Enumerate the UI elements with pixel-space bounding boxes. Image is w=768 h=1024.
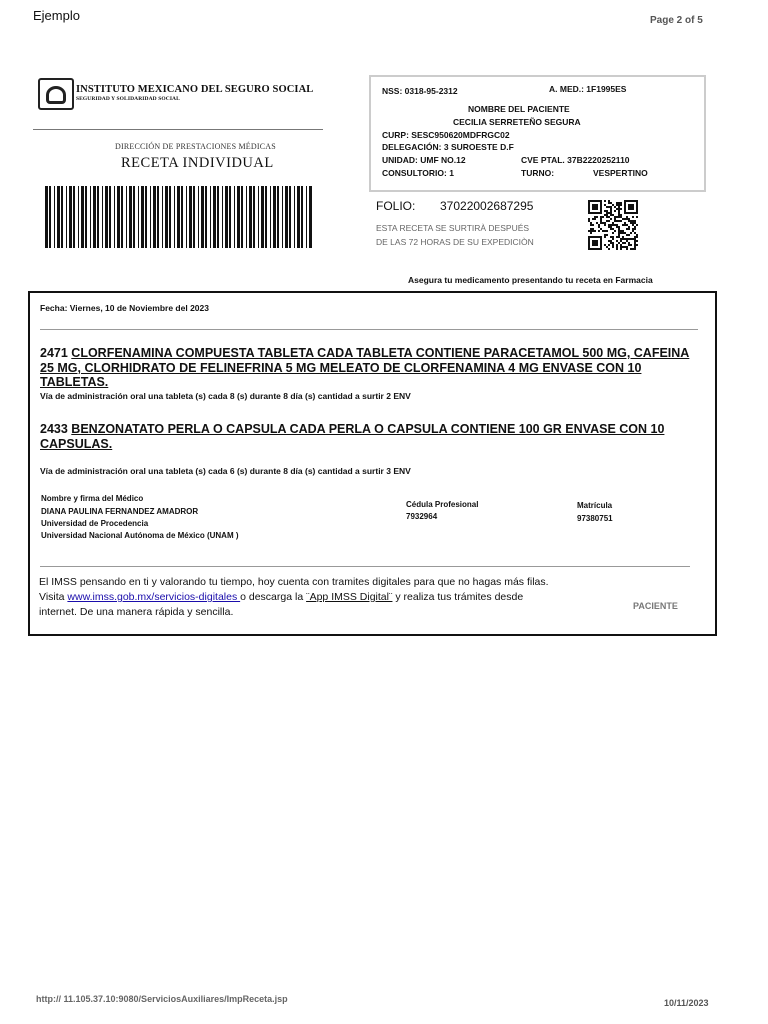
administration-route: Vía de administración oral una tableta (s) cada 6 (s) durante 8 día (s) cantidad a surtir 3 ENV (40, 466, 411, 476)
adscripcion-medica: A. MED.: 1F1995ES (549, 84, 627, 94)
print-date: 10/11/2023 (664, 998, 709, 1008)
patient-info-box (369, 75, 706, 192)
institution-name: INSTITUTO MEXICANO DEL SEGURO SOCIAL (76, 84, 314, 95)
left-border-accent (28, 468, 30, 548)
medication-item (40, 422, 705, 451)
consultorio: CONSULTORIO: 1 (382, 168, 454, 178)
ejemplo-label: Ejemplo (33, 8, 80, 23)
surtira-note-line1: ESTA RECETA SE SURTIRÀ DESPUÉS (376, 223, 530, 233)
prescription-date: Fecha: Viernes, 10 de Noviembre del 2023 (40, 303, 209, 313)
nss: NSS: 0318-95-2312 (382, 86, 458, 96)
patient-name: CECILIA SERRETEÑO SEGURA (453, 117, 581, 127)
folio-number: 37022002687295 (440, 199, 534, 213)
medication-desc: CAPSULAS. (40, 436, 113, 451)
app-imss-digital-link[interactable]: ¨App IMSS Digital¨ (306, 591, 393, 603)
unidad: UNIDAD: UMF NO.12 (382, 155, 466, 165)
asegura-notice: Asegura tu medicamento presentando tu receta en Farmacia (408, 275, 653, 285)
digital-services-note: internet. De una manera rápida y sencilla. (39, 606, 234, 618)
turno: VESPERTINO (593, 168, 648, 178)
university-label: Universidad de Procedencia (41, 519, 149, 528)
folio-label: FOLIO: (376, 199, 416, 213)
medication-desc: CLORFENAMINA COMPUESTA TABLETA CADA TABLETA CONTIENE PARACETAMOL 500 MG, CAFEINA (71, 346, 690, 360)
medication-item (40, 346, 705, 390)
patient-name-label: NOMBRE DEL PACIENTE (468, 104, 570, 114)
university-name: Universidad Nacional Autónoma de México (UNAM ) (41, 531, 239, 540)
page-number: Page 2 of 5 (650, 15, 703, 26)
qr-code-image (588, 200, 638, 250)
doctor-name: DIANA PAULINA FERNANDEZ AMADROR (41, 507, 199, 516)
divider (33, 129, 323, 130)
medication-desc: 25 MG, CLORHIDRATO DE FELINEFRINA 5 MG MELEATO DE CLORFENAMINA 4 MG ENVASE CON 10 (40, 360, 642, 375)
medication-code: 2471 (40, 346, 68, 360)
divider (40, 566, 690, 567)
medication-desc: BENZONATATO PERLA O CAPSULA CADA PERLA O CAPSULA CONTIENE 100 GR ENVASE CON 10 (71, 422, 665, 436)
cedula-number: 7932964 (406, 512, 438, 521)
divider (40, 329, 698, 330)
imss-services-link[interactable]: www.imss.gob.mx/servicios-digitales (67, 591, 241, 603)
medication-code: 2433 (40, 422, 68, 436)
cedula-label: Cédula Profesional (406, 500, 479, 509)
doctor-label: Nombre y firma del Médico (41, 494, 144, 503)
page-url: http:// 11.105.37.10:9080/ServiciosAuxiliares/ImpReceta.jsp (36, 994, 288, 1004)
digital-services-note: El IMSS pensando en ti y valorando tu tiempo, hoy cuenta con tramites digitales para que no hagas más filas. (39, 576, 549, 588)
delegacion: DELEGACIÓN: 3 SUROESTE D.F (382, 142, 514, 152)
surtira-note-line2: DE LAS 72 HORAS DE SU EXPEDICIÒN (376, 237, 534, 247)
administration-route: Vía de administración oral una tableta (s) cada 8 (s) durante 8 día (s) cantidad a surtir 2 ENV (40, 391, 411, 401)
digital-services-note: Visita www.imss.gob.mx/servicios-digitales o descarga la ¨App IMSS Digital¨ y realiza tus trámites desde (39, 591, 524, 603)
imss-logo (38, 78, 318, 108)
turno-label: TURNO: (521, 168, 555, 178)
copy-type-label: PACIENTE (633, 601, 678, 611)
barcode-image (45, 186, 315, 248)
matricula-number: 97380751 (577, 514, 613, 523)
curp: CURP: SESC950620MDFRGC02 (382, 130, 510, 140)
medication-desc: TABLETAS. (40, 375, 109, 389)
imss-emblem-icon (38, 78, 74, 110)
matricula-label: Matrícula (577, 501, 613, 510)
cve-ptal: CVE PTAL. 37B2220252110 (521, 155, 630, 165)
institution-sub: SEGURIDAD Y SOLIDARIDAD SOCIAL (76, 96, 180, 102)
document-title: RECETA INDIVIDUAL (121, 155, 274, 171)
direction-label: DIRECCIÓN DE PRESTACIONES MÉDICAS (115, 142, 276, 151)
